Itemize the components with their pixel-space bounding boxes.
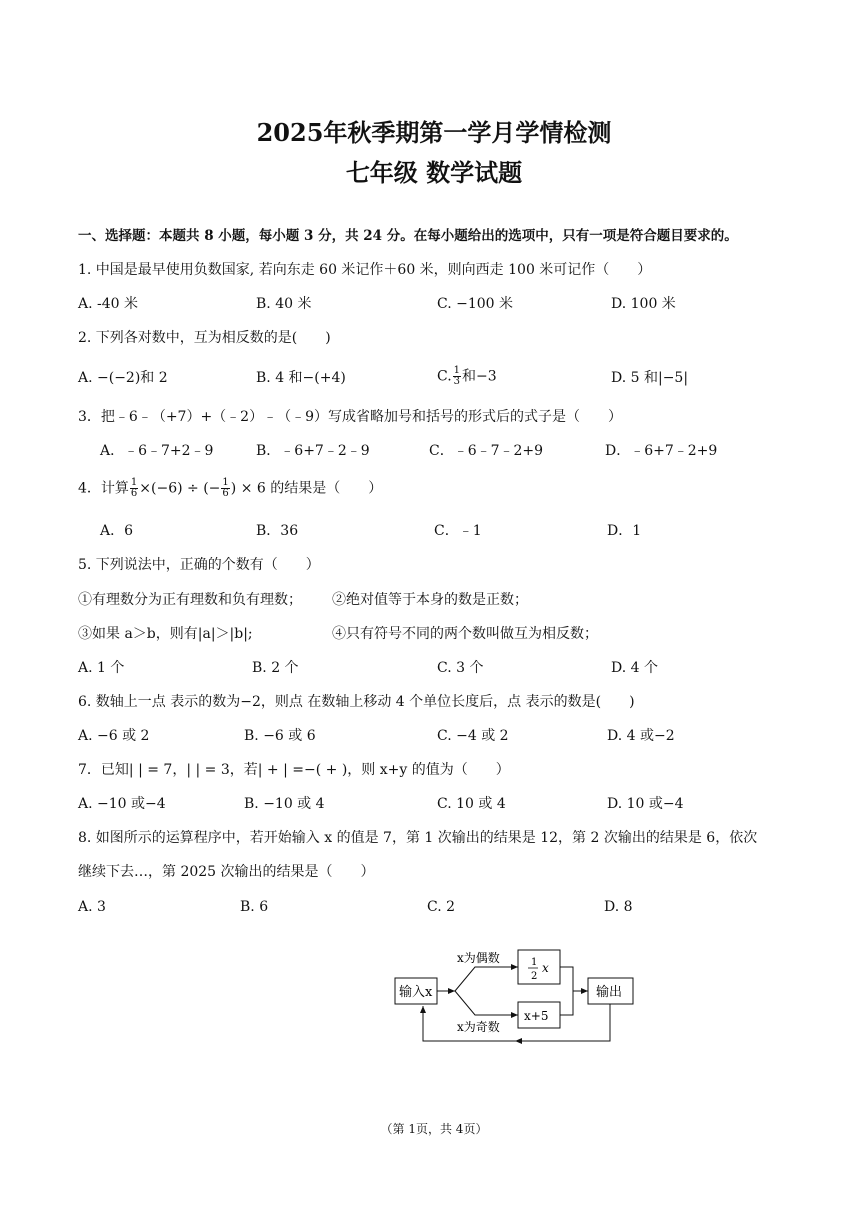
flowchart-diagram <box>385 940 655 1055</box>
page-footer: （第 1页，共 4页） <box>380 1122 488 1136</box>
q3-option-d: D．﹣6+7﹣2+9 <box>605 443 718 459</box>
q8-option-b: B. 6 <box>240 899 269 915</box>
q3-option-c: C．﹣6﹣7﹣2+9 <box>429 443 544 459</box>
q3-option-b: B．﹣6+7﹣2﹣9 <box>256 443 370 459</box>
q6-option-d: D. 4 或−2 <box>607 728 675 744</box>
q1-option-b: B. 40 米 <box>256 296 312 312</box>
half-den: 2 <box>531 971 538 982</box>
q4-mid2: ) × 6 的结果是（ ） <box>230 480 383 497</box>
even-label: x为偶数 <box>457 951 500 965</box>
q1-option-d: D. 100 米 <box>611 296 676 312</box>
q8-option-c: C. 2 <box>427 899 456 915</box>
q4-frac1-den: 6 <box>130 488 138 499</box>
q4-option-c: C．﹣1 <box>434 523 482 539</box>
output-label: 输出 <box>596 985 623 1000</box>
q2-option-c <box>437 366 497 387</box>
q7-option-d: D. 10 或−4 <box>607 796 684 812</box>
q5-statement-2: ②绝对值等于本身的数是正数； <box>332 592 528 608</box>
q7-option-b: B. −10 或 4 <box>244 796 325 812</box>
q2-option-a: A. −(−2)和 2 <box>78 370 168 386</box>
q6-option-c: C. −4 或 2 <box>437 728 509 744</box>
q5-stem: 5. 下列说法中，正确的个数有（ ） <box>78 557 320 573</box>
q2-frac-num: 1 <box>453 365 461 376</box>
q4-frac2-den: 6 <box>222 488 229 499</box>
q4-option-a: A．6 <box>100 523 134 539</box>
q4-fraction-1 <box>130 478 138 499</box>
q2-option-c-letter: C. <box>437 368 452 385</box>
q4-prefix: 4．计算 <box>78 480 129 497</box>
q4-fraction-2 <box>221 478 229 499</box>
q4-option-b: B．36 <box>256 523 299 539</box>
input-label: 输入x <box>399 985 433 1000</box>
q2-frac-den: 3 <box>453 376 461 387</box>
half-num: 1 <box>531 957 538 968</box>
half-box <box>518 950 560 984</box>
q4-stem <box>78 478 382 499</box>
title-line-2: 七年级 数学试题 <box>345 158 523 187</box>
q2-stem: 2. 下列各对数中，互为相反数的是( ) <box>78 330 331 346</box>
odd-label: x为奇数 <box>457 1020 500 1034</box>
q2-option-d: D. 5 和|−5| <box>611 370 689 386</box>
title-line-1: 2025年秋季期第一学月学情检测 <box>256 118 612 147</box>
q7-option-c: C. 10 或 4 <box>437 796 506 812</box>
q5-option-a: A. 1 个 <box>78 660 125 676</box>
q7-stem: 7．已知| | = 7，| | = 3，若| + | =−( + )，则 x+y 的值为（ ） <box>78 762 510 778</box>
q3-option-a: A．﹣6﹣7+2﹣9 <box>100 443 214 459</box>
q6-stem: 6. 数轴上一点 表示的数为−2，则点 在数轴上移动 4 个单位长度后，点 表示的数是( ) <box>78 694 635 710</box>
q2-option-b: B. 4 和−(+4) <box>256 370 346 386</box>
q8-stem-line-1: 8. 如图所示的运算程序中，若开始输入 x 的值是 7，第 1 次输出的结果是 12，第 2 次输出的结果是 6，依次 <box>78 830 758 846</box>
q2-fraction <box>453 366 461 387</box>
q7-option-a: A. −10 或−4 <box>78 796 166 812</box>
plus5-label: x+5 <box>524 1009 549 1023</box>
q4-option-d: D．1 <box>607 523 642 539</box>
half-var: x <box>542 961 549 975</box>
q4-mid1: ×(−6) ÷ (− <box>139 480 221 497</box>
q5-option-c: C. 3 个 <box>437 660 484 676</box>
q1-stem: 1. 中国是最早使用负数国家, 若向东走 60 米记作＋60 米，则向西走 100 米可记作（ ） <box>78 262 652 278</box>
q8-stem-line-2: 继续下去…，第 2025 次输出的结果是（ ） <box>78 864 375 880</box>
q5-option-d: D. 4 个 <box>611 660 658 676</box>
q8-option-d: D. 8 <box>604 899 633 915</box>
q2-option-c-text: 和−3 <box>462 368 497 385</box>
q4-frac2-num: 1 <box>222 477 229 488</box>
q4-frac1-num: 1 <box>130 477 138 488</box>
q6-option-b: B. −6 或 6 <box>244 728 316 744</box>
q6-option-a: A. −6 或 2 <box>78 728 150 744</box>
q5-statement-3: ③如果 a＞b，则有|a|＞|b|; <box>78 626 253 642</box>
q8-option-a: A. 3 <box>78 899 106 915</box>
q1-option-a: A. -40 米 <box>78 296 139 312</box>
q1-option-c: C. −100 米 <box>437 296 514 312</box>
section-heading: 一、选择题：本题共 8 小题，每小题 3 分，共 24 分。在每小题给出的选项中，只有一项是符合题目要求的。 <box>78 228 738 244</box>
q5-option-b: B. 2 个 <box>252 660 299 676</box>
q5-statement-4: ④只有符号不同的两个数叫做互为相反数； <box>332 626 598 642</box>
q5-statement-1: ①有理数分为正有理数和负有理数； <box>78 592 302 608</box>
q3-stem: 3．把﹣6﹣（+7）+（﹣2）﹣（﹣9）写成省略加号和括号的形式后的式子是（ ） <box>78 409 622 425</box>
